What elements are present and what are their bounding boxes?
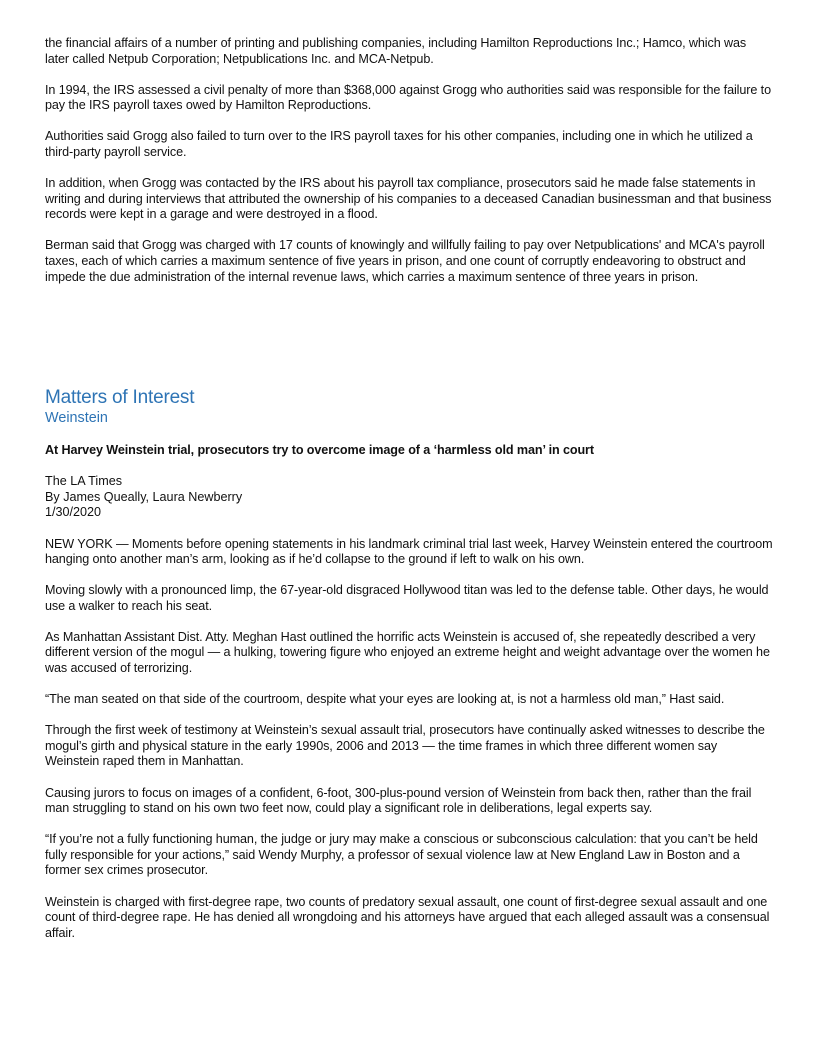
continuation-paragraph: In 1994, the IRS assessed a civil penalty of more than $368,000 against Grogg who authorities said was responsible for the failure to pay the IRS payroll taxes owed by Hamilton Reproductions. bbox=[45, 82, 771, 113]
article-paragraph: Moving slowly with a pronounced limp, the 67-year-old disgraced Hollywood titan was led to the defense table. Other days, he would use a walker to reach his seat. bbox=[45, 583, 769, 613]
article-paragraph: Weinstein is charged with first-degree rape, two counts of predatory sexual assault, one count of first-degree sexual assault and one count of third-degree rape. He has denied all wrongdoing and his attorneys have argued that each alleged assault was a consensual affair. bbox=[45, 894, 770, 940]
continuation-paragraph: In addition, when Grogg was contacted by the IRS about his payroll tax compliance, prosecutors said he made false statements in writing and during interviews that attributed the ownership of his companies to a deceased Canadian businessman and that business records were kept in a garage and were destroyed in a flood. bbox=[45, 176, 772, 222]
article-paragraph: NEW YORK — Moments before opening statements in his landmark criminal trial last week, Harvey Weinstein entered the courtroom hanging onto another man’s arm, looking as if he’d collapse to the ground if left to walk on his own. bbox=[45, 536, 773, 567]
article-date: 1/30/2020 bbox=[45, 505, 102, 520]
article-paragraph: Causing jurors to focus on images of a confident, 6-foot, 300-plus-pound version of Weinstein from back then, rather than the frail man struggling to stand on his own two feet now, could play a significant role in deliberations, legal experts say. bbox=[45, 785, 752, 816]
continuation-paragraph: Authorities said Grogg also failed to turn over to the IRS payroll taxes for his other companies, including one in which he utilized a third-party payroll service. bbox=[45, 129, 753, 159]
section-title: Matters of Interest bbox=[45, 386, 195, 408]
article-meta bbox=[45, 474, 773, 521]
article-byline: By James Queally, Laura Newberry bbox=[45, 489, 243, 504]
continuation-paragraph: Berman said that Grogg was charged with 17 counts of knowingly and willfully failing to pay over Netpublications' and MCA's payroll taxes, each of which carries a maximum sentence of five years in prison, and one count of corruptly endeavoring to obstruct and impede the due administration of the internal revenue laws, which carries a maximum sentence of three years in prison. bbox=[45, 238, 765, 284]
article-paragraph: “If you’re not a fully functioning human, the judge or jury may make a conscious or subconscious calculation: that you can’t be held fully responsible for your actions,” said Wendy Murphy, a professor of sexual violence law at New England Law in Boston and a former sex crimes prosecutor. bbox=[45, 832, 758, 878]
article-headline: At Harvey Weinstein trial, prosecutors try to overcome image of a ‘harmless old man’ in court bbox=[45, 442, 594, 457]
document-page bbox=[45, 36, 773, 957]
section-spacer bbox=[45, 301, 773, 387]
article-source: The LA Times bbox=[45, 474, 122, 489]
article-paragraph: “The man seated on that side of the courtroom, despite what your eyes are looking at, is not a harmless old man,” Hast said. bbox=[45, 692, 725, 707]
article-paragraph: As Manhattan Assistant Dist. Atty. Meghan Hast outlined the horrific acts Weinstein is accused of, she repeatedly described a very different version of the mogul — a hulking, towering figure who enjoyed an extreme height and weight advantage over the women he was accused of terrorizing. bbox=[45, 629, 770, 676]
continuation-paragraph: the financial affairs of a number of printing and publishing companies, including Hamilton Reproductions Inc.; Hamco, which was later called Netpub Corporation; Netpublications Inc. and MCA-Netpub. bbox=[45, 36, 747, 66]
article-paragraph: Through the first week of testimony at Weinstein’s sexual assault trial, prosecutors have continually asked witnesses to describe the mogul’s girth and physical stature in the early 1990s, 2006 and 2013 — the time frames in which three different women say Weinstein raped them in Manhattan. bbox=[45, 723, 765, 769]
section-subtitle: Weinstein bbox=[45, 409, 108, 426]
